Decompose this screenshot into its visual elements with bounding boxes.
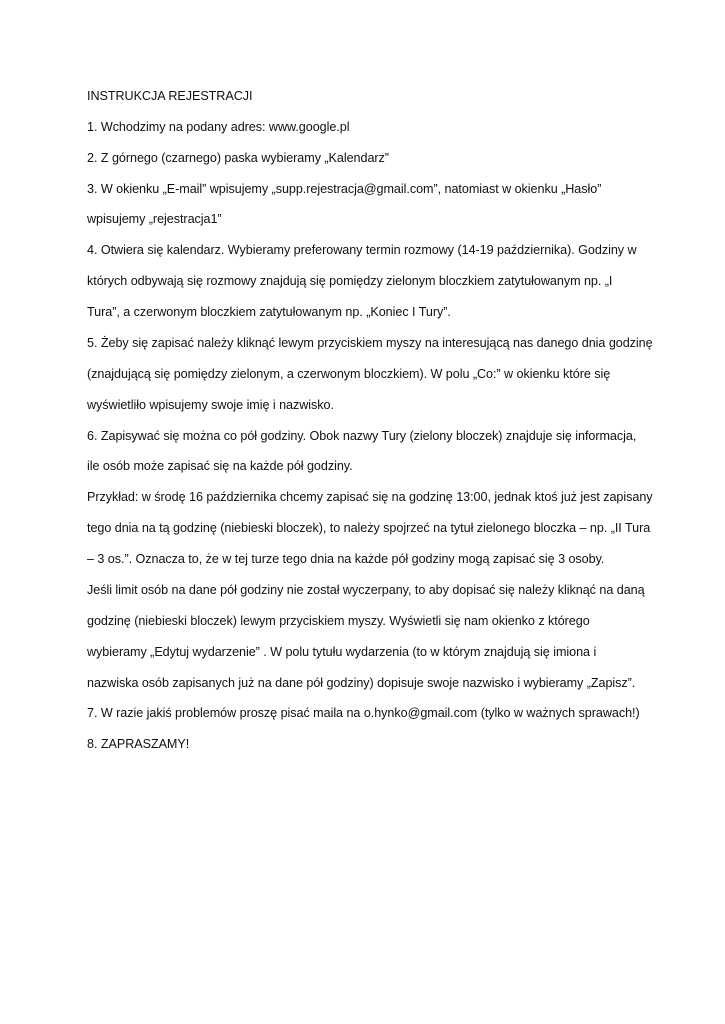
text-line: Przykład: w środę 16 października chcemy zapisać się na godzinę 13:00, jednak ktoś już jest zapisany	[87, 490, 653, 504]
text-line: 3. W okienku „E-mail” wpisujemy „supp.rejestracja@gmail.com”, natomiast w okienku „Hasło”	[87, 182, 602, 196]
text-line: nazwiska osób zapisanych już na dane pół godziny) dopisuje swoje nazwisko i wybieramy „Zapisz”.	[87, 676, 636, 690]
text-line: Jeśli limit osób na dane pół godziny nie został wyczerpany, to aby dopisać się należy kliknąć na daną	[87, 583, 645, 597]
text-line: 7. W razie jakiś problemów proszę pisać maila na o.hynko@gmail.com (tylko w ważnych sprawach!)	[87, 706, 640, 720]
text-line: godzinę (niebieski bloczek) lewym przyciskiem myszy. Wyświetli się nam okienko z którego	[87, 614, 590, 628]
text-line: wyświetliło wpisujemy swoje imię i nazwisko.	[87, 398, 334, 412]
text-line: 1. Wchodzimy na podany adres: www.google.pl	[87, 120, 350, 134]
text-line: 8. ZAPRASZAMY!	[87, 737, 190, 751]
text-line: – 3 os.”. Oznacza to, że w tej turze tego dnia na każde pół godziny mogą zapisać się 3 osoby.	[87, 552, 605, 566]
text-line: 6. Zapisywać się można co pół godziny. Obok nazwy Tury (zielony bloczek) znajduje się informacja,	[87, 429, 637, 443]
text-line: tego dnia na tą godzinę (niebieski bloczek), to należy spojrzeć na tytuł zielonego bloczka – np. „II Tura	[87, 521, 651, 535]
text-line: (znajdującą się pomiędzy zielonym, a czerwonym bloczkiem). W polu „Co:” w okienku które się	[87, 367, 611, 381]
text-line: ile osób może zapisać się na każde pół godziny.	[87, 459, 353, 473]
text-line: 5. Żeby się zapisać należy kliknąć lewym przyciskiem myszy na interesującą nas danego dnia godzinę	[87, 336, 653, 350]
text-line: 2. Z górnego (czarnego) paska wybieramy „Kalendarz”	[87, 151, 389, 165]
text-line: Tura”, a czerwonym bloczkiem zatytułowanym np. „Koniec I Tury”.	[87, 305, 451, 319]
text-line: których odbywają się rozmowy znajdują się pomiędzy zielonym bloczkiem zatytułowanym np. „I	[87, 274, 613, 288]
text-line: wybieramy „Edytuj wydarzenie” . W polu tytułu wydarzenia (to w którym znajdują się imiona i	[87, 645, 597, 659]
document-title: INSTRUKCJA REJESTRACJI	[87, 89, 253, 103]
text-line: wpisujemy „rejestracja1”	[87, 212, 222, 226]
text-line: 4. Otwiera się kalendarz. Wybieramy preferowany termin rozmowy (14-19 października). Godziny w	[87, 243, 637, 257]
